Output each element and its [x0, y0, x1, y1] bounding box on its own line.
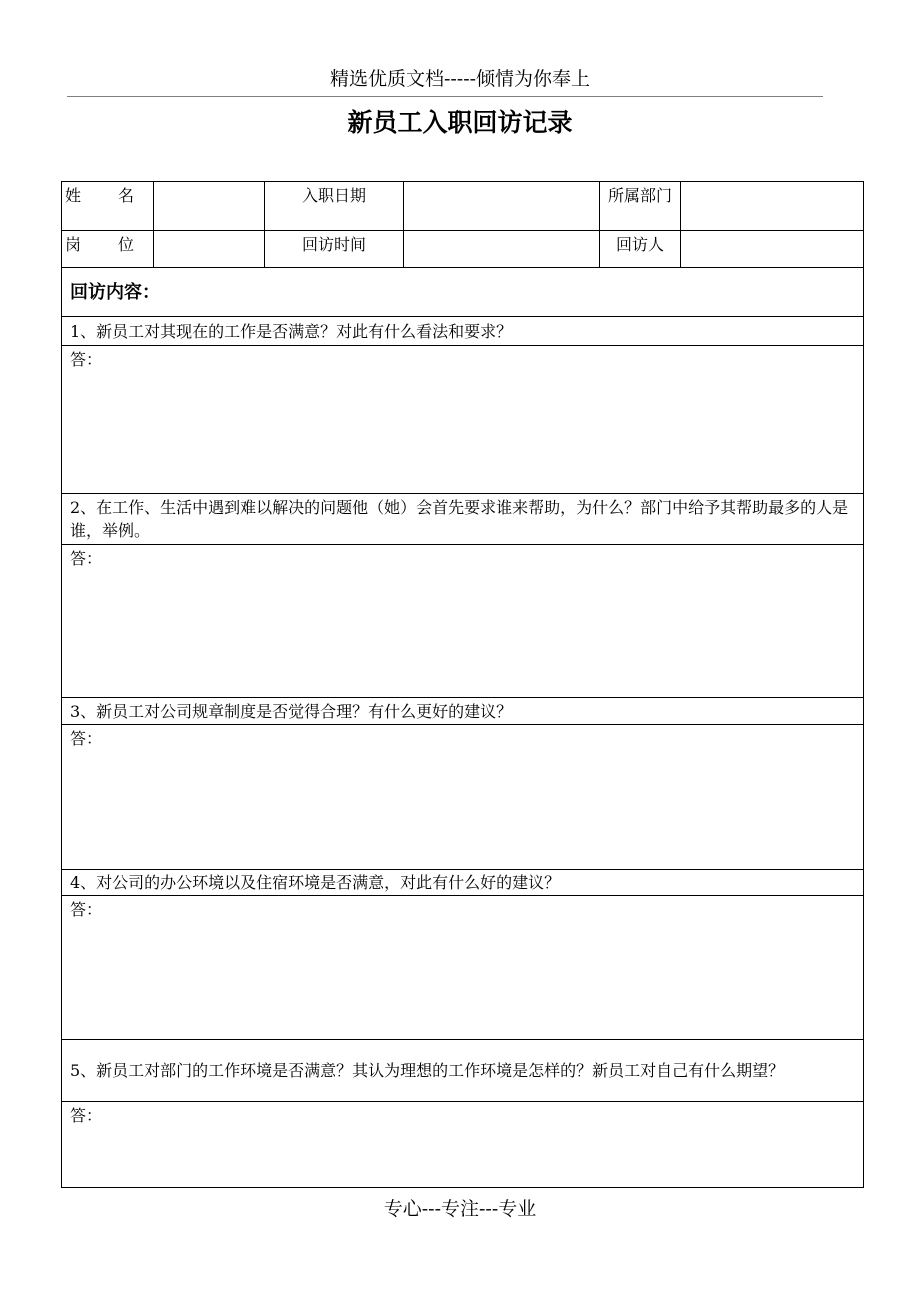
question-4: 4、对公司的办公环境以及住宿环境是否满意，对此有什么好的建议？: [62, 870, 864, 896]
section-title: 回访内容：: [62, 268, 864, 317]
answer-4[interactable]: 答：: [62, 896, 864, 1040]
page-footer: 专心---专注---专业: [383, 1198, 537, 1220]
question-3: 3、新员工对公司规章制度是否觉得合理？有什么更好的建议？: [62, 698, 864, 725]
answer-row: [62, 545, 864, 698]
department-value[interactable]: [681, 182, 864, 231]
name-value[interactable]: [154, 182, 265, 231]
answer-2[interactable]: 答：: [62, 545, 864, 698]
info-row-1: [62, 182, 864, 231]
header-rule: [67, 96, 823, 97]
answer-row: [62, 725, 864, 870]
visit-record-form: [61, 181, 864, 1188]
visitor-value[interactable]: [681, 231, 864, 268]
answer-3[interactable]: 答：: [62, 725, 864, 870]
entry-date-label: 入职日期: [265, 182, 404, 231]
answer-row: [62, 896, 864, 1040]
answer-row: [62, 346, 864, 494]
info-row-2: [62, 231, 864, 268]
visitor-label: 回访人: [600, 231, 681, 268]
answer-5[interactable]: 答：: [62, 1102, 864, 1188]
entry-date-value[interactable]: [404, 182, 600, 231]
position-label: 岗 位: [62, 231, 154, 268]
question-1: 1、新员工对其现在的工作是否满意？对此有什么看法和要求？: [62, 317, 864, 346]
question-5: 5、新员工对部门的工作环境是否满意？其认为理想的工作环境是怎样的？新员工对自己有什么期望？: [62, 1040, 864, 1102]
department-label: 所属部门: [600, 182, 681, 231]
question-row: [62, 317, 864, 346]
position-value[interactable]: [154, 231, 265, 268]
name-label: 姓 名: [62, 182, 154, 231]
question-row: [62, 494, 864, 545]
question-2: 2、在工作、生活中遇到难以解决的问题他（她）会首先要求谁来帮助，为什么？部门中给予其帮助最多的人是谁，举例。: [62, 494, 864, 545]
answer-row: [62, 1102, 864, 1188]
question-row: [62, 1040, 864, 1102]
question-row: [62, 698, 864, 725]
page-header: 精选优质文档-----倾情为你奉上: [329, 68, 591, 90]
section-row: [62, 268, 864, 317]
visit-time-value[interactable]: [404, 231, 600, 268]
question-row: [62, 870, 864, 896]
answer-1[interactable]: 答：: [62, 346, 864, 494]
visit-time-label: 回访时间: [265, 231, 404, 268]
document-title: 新员工入职回访记录: [347, 108, 573, 137]
